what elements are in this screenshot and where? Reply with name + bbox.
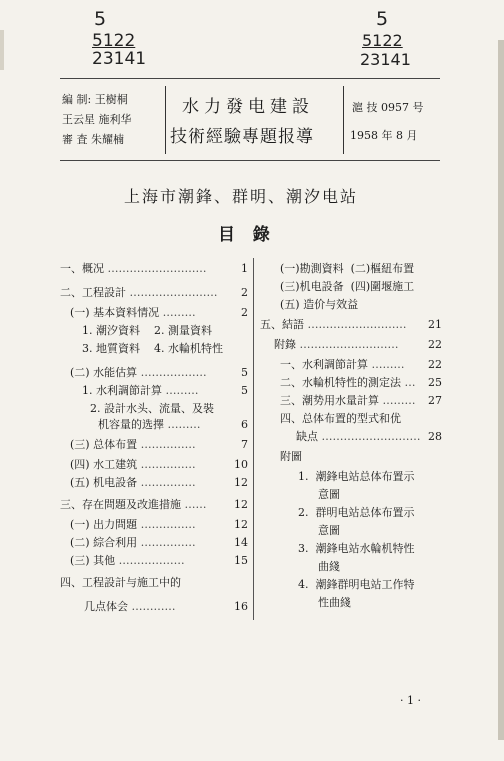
toc-page-number: 5 [241, 366, 248, 379]
toc-column-divider [253, 258, 254, 620]
toc-page-number: 5 [241, 384, 248, 397]
toc-page-number: 12 [234, 476, 248, 489]
toc-right-entry[interactable]: 缺点 ……………………… 28 [296, 430, 442, 443]
document-title: 上海市潮鋒、群明、潮汐电站 [124, 187, 359, 206]
toc-page-number: 7 [241, 438, 248, 451]
toc-page-number: 12 [234, 498, 248, 511]
editors-line-3: 審 査 朱耀楠 [62, 133, 124, 146]
series-title-box [165, 86, 344, 154]
issue-date: 1958 年 8 月 [350, 129, 418, 142]
toc-right-entry: 1. 潮鋒电站总体布置示 [298, 470, 415, 483]
toc-page-number: 28 [428, 430, 442, 443]
editors-line-1: 編 制: 王樹桐 [62, 93, 128, 106]
toc-left-entry[interactable]: 一、概况 ……………………… 1 [60, 262, 248, 275]
toc-right-entry[interactable]: 附錄 ……………………… 22 [274, 338, 442, 351]
toc-left-entry: 1. 潮汐資料 2. 測量資料 [82, 324, 212, 337]
toc-right-entry: 3. 潮鋒电站水輪机特性 [298, 542, 415, 555]
editors-line-2: 王云星 施利华 [62, 113, 132, 126]
toc-page-number: 12 [234, 518, 248, 531]
toc-left-entry[interactable]: (五) 机电設备 …………… 12 [70, 476, 248, 489]
toc-page-number: 2 [241, 306, 248, 319]
toc-page-number: 6 [241, 418, 248, 431]
toc-page-number: 22 [428, 338, 442, 351]
toc-left-entry: 四、工程設計与施工中的 [60, 576, 181, 589]
toc-page-number: 21 [428, 318, 442, 331]
toc-page-number: 2 [241, 286, 248, 299]
toc-page-number: 25 [428, 376, 442, 389]
toc-right-entry: (三)机电設备 (四)圍堰施工 [280, 280, 415, 293]
issue-number: 滬 技 0957 号 [352, 101, 424, 114]
toc-page-number: 22 [428, 358, 442, 371]
toc-page-number: 16 [234, 600, 248, 613]
header-rule-bottom [60, 160, 440, 161]
toc-left-entry[interactable]: 几点体会 ………… 16 [84, 600, 248, 613]
page-number: · 1 · [400, 694, 421, 707]
toc-right-entry: (一)勘測資料 (二)樞紐布置 [280, 262, 415, 275]
handwritten-left-bot: 23141 [92, 49, 147, 69]
toc-right-entry: (五) 造价与效益 [280, 298, 359, 311]
header-rule-top [60, 78, 440, 79]
toc-right-entry: 意圖 [318, 524, 340, 537]
toc-left-entry[interactable]: (二) 水能估算 ……………… 5 [70, 366, 248, 379]
toc-page-number: 10 [234, 458, 248, 471]
toc-right-entry: 2. 群明电站总体布置示 [298, 506, 415, 519]
toc-right-entry[interactable]: 五、結語 ……………………… 21 [260, 318, 442, 331]
toc-left-entry[interactable]: (三) 其他 ……………… 15 [70, 554, 248, 567]
toc-right-entry: 性曲綫 [318, 596, 351, 609]
series-title-line-1: 水力發电建設 [182, 97, 314, 117]
toc-page-number: 27 [428, 394, 442, 407]
toc-left-entry[interactable]: (一) 基本資料情况 ……… 2 [70, 306, 248, 319]
handwritten-right-top: 5 [376, 8, 389, 30]
toc-right-entry[interactable]: 一、水利調節計算 ……… 22 [280, 358, 442, 371]
handwritten-right-mid: 5122 [362, 31, 403, 50]
handwritten-right-bot: 23141 [360, 50, 411, 69]
handwritten-left-mid: 5122 [92, 31, 136, 51]
toc-page-number: 15 [234, 554, 248, 567]
toc-right-entry[interactable]: 二、水輪机特性的測定法 … 25 [280, 376, 442, 389]
toc-heading: 目 錄 [218, 225, 270, 245]
series-title-line-2: 技術經驗專題报導 [170, 127, 314, 147]
handwritten-left-top: 5 [94, 8, 107, 30]
toc-left-entry: 2. 設計水头、流量、及裝 [90, 402, 214, 415]
toc-left-entry[interactable]: (一) 出力問題 …………… 12 [70, 518, 248, 531]
toc-left-entry[interactable]: (三) 总体布置 …………… 7 [70, 438, 248, 451]
scan-edge-right [498, 40, 504, 740]
toc-left-entry: 3. 地質資料 4. 水輪机特性 [82, 342, 223, 355]
toc-right-entry: 4. 潮鋒群明电站工作特 [298, 578, 415, 591]
toc-left-entry[interactable]: 三、存在問題及改進措施 …… 12 [60, 498, 248, 511]
toc-page-number: 1 [241, 262, 248, 275]
scan-edge-left [0, 30, 4, 70]
toc-left-entry[interactable]: 1. 水利調節計算 ……… 5 [82, 384, 248, 397]
toc-page-number: 14 [234, 536, 248, 549]
toc-left-entry[interactable]: 二、工程設計 …………………… 2 [60, 286, 248, 299]
toc-right-entry: 曲綫 [318, 560, 340, 573]
toc-left-entry[interactable]: (二) 綜合利用 …………… 14 [70, 536, 248, 549]
toc-left-entry[interactable]: 机容量的选擇 ……… 6 [98, 418, 248, 431]
toc-right-entry: 四、总体布置的型式和优 [280, 412, 401, 425]
toc-right-entry[interactable]: 三、潮势用水量計算 ……… 27 [280, 394, 442, 407]
toc-left-entry[interactable]: (四) 水工建筑 …………… 10 [70, 458, 248, 471]
toc-right-entry: 意圖 [318, 488, 340, 501]
toc-right-entry: 附圖 [280, 450, 302, 463]
